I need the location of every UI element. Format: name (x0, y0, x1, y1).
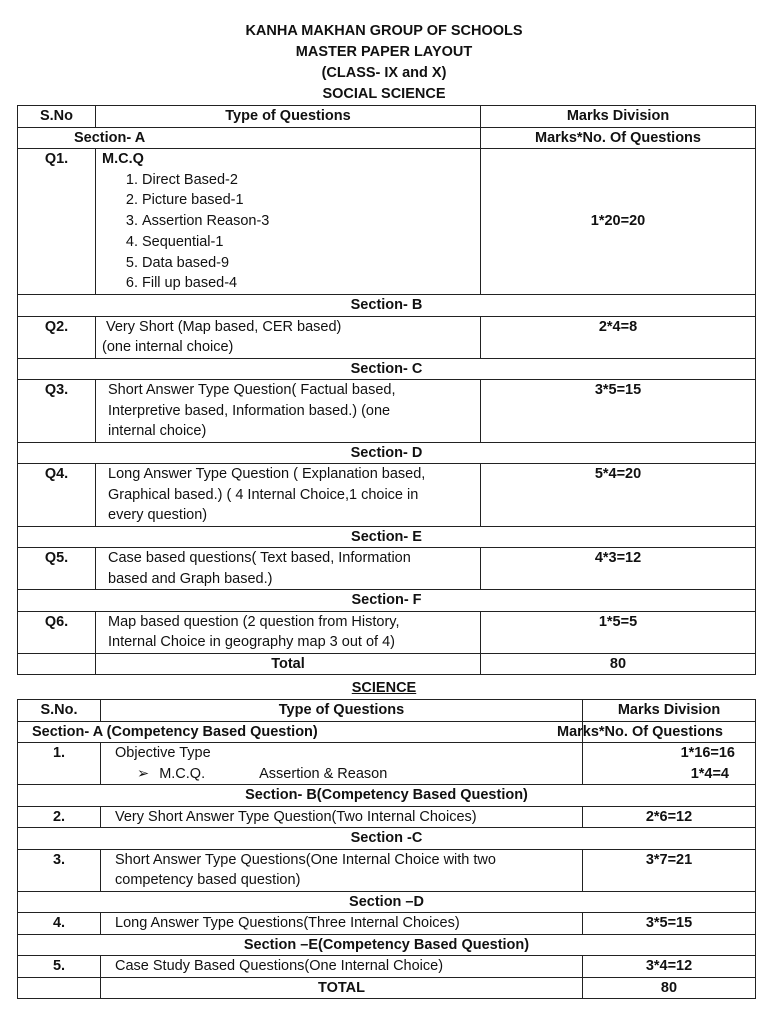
mcq-list (96, 170, 480, 295)
question-number: Q1. (18, 149, 96, 295)
type-header: Type of Questions (101, 700, 583, 722)
question-text-line: based and Graph based.) (108, 570, 273, 587)
marks-header: Marks Division (481, 106, 756, 128)
question-number: 2. (18, 806, 101, 828)
table-header-row (18, 700, 756, 722)
section-d-label: Section- D (18, 442, 756, 464)
section-b-label: Section- B(Competency Based Question) (18, 785, 756, 807)
section-row (18, 785, 756, 807)
section-a-marks-label: Marks*No. Of Questions (481, 127, 756, 149)
table-row (18, 149, 756, 295)
question-type: Very Short Answer Type Question(Two Internal Choices) (101, 806, 583, 828)
list-item: 2. Picture based-1 (142, 190, 480, 211)
question-number: 5. (18, 956, 101, 978)
sno-header: S.No (18, 106, 96, 128)
question-text-line: Short Answer Type Question( Factual based, (108, 382, 396, 399)
sno-header: S.No. (18, 700, 101, 722)
empty-cell (18, 653, 96, 675)
table-row (18, 956, 756, 978)
science-table (17, 699, 756, 999)
question-marks: 2*6=12 (583, 806, 756, 828)
section-a-label: Section- A (Competency Based Question) (18, 721, 583, 743)
total-label: Total (96, 653, 481, 675)
section-row (18, 590, 756, 612)
section-b-label: Section- B (18, 295, 756, 317)
type-header: Type of Questions (96, 106, 481, 128)
question-number: 3. (18, 849, 101, 891)
question-type (96, 380, 481, 443)
list-item: 3. Assertion Reason-3 (142, 211, 480, 232)
question-marks (583, 743, 756, 785)
mcq-title: M.C.Q (102, 151, 144, 167)
mcq-label: M.C.Q. (159, 765, 206, 782)
arrow-bullet-icon: ➢ (137, 765, 150, 782)
question-text-line: Short Answer Type Questions(One Internal Choice with two (115, 851, 496, 868)
section-row (18, 295, 756, 317)
question-marks: 4*3=12 (481, 548, 756, 590)
question-text-line: Objective Type (115, 745, 211, 761)
section-row (18, 828, 756, 850)
marks-line: 1*16=16 (680, 745, 735, 761)
question-number: 4. (18, 913, 101, 935)
section-a-row (18, 127, 756, 149)
question-marks: 2*4=8 (481, 316, 756, 358)
list-item: 4. Sequential-1 (142, 232, 480, 253)
section-c-label: Section -C (18, 828, 756, 850)
table-row (18, 849, 756, 891)
question-text-line: internal choice) (108, 423, 207, 440)
subject-title: SOCIAL SCIENCE (322, 86, 446, 102)
question-text-line: Graphical based.) ( 4 Internal Choice,1 choice in (108, 486, 419, 503)
table-row (18, 464, 756, 527)
social-science-table (17, 105, 756, 675)
table-header-row (18, 106, 756, 128)
mcq-line (115, 764, 582, 785)
section-row (18, 442, 756, 464)
question-marks: 3*7=21 (583, 849, 756, 891)
table-row (18, 743, 756, 785)
question-number: Q2. (18, 316, 96, 358)
section-row (18, 358, 756, 380)
question-text-line: Case based questions( Text based, Information (108, 550, 411, 567)
table-row (18, 611, 756, 653)
table-row (18, 806, 756, 828)
total-label: TOTAL (101, 977, 583, 999)
question-number: Q6. (18, 611, 96, 653)
question-type (96, 149, 481, 295)
question-marks: 1*20=20 (481, 149, 756, 295)
section-a-label: Section- A (18, 127, 481, 149)
question-number: Q5. (18, 548, 96, 590)
section-a-row (18, 721, 756, 743)
assertion-label: Assertion & Reason (259, 765, 388, 782)
question-marks: 3*5=15 (481, 380, 756, 443)
school-name: KANHA MAKHAN GROUP OF SCHOOLS (245, 23, 523, 39)
question-type (96, 316, 481, 358)
total-row (18, 977, 756, 999)
list-item: 5. Data based-9 (142, 253, 480, 274)
question-type (101, 849, 583, 891)
table-row (18, 380, 756, 443)
table-row (18, 548, 756, 590)
question-type: Case Study Based Questions(One Internal Choice) (101, 956, 583, 978)
question-marks: 5*4=20 (481, 464, 756, 527)
layout-title: MASTER PAPER LAYOUT (295, 44, 473, 60)
list-item: 6. Fill up based-4 (142, 273, 480, 294)
question-type (96, 464, 481, 527)
list-item: 1. Direct Based-2 (142, 170, 480, 191)
question-text-line: Very Short (Map based, CER based) (106, 318, 342, 335)
section-e-label: Section –E(Competency Based Question) (18, 934, 756, 956)
question-type: Long Answer Type Questions(Three Internal Choices) (101, 913, 583, 935)
total-value: 80 (481, 653, 756, 675)
total-row (18, 653, 756, 675)
question-text-line: every question) (108, 507, 208, 524)
question-marks: 1*5=5 (481, 611, 756, 653)
document-header (0, 21, 768, 105)
science-title: SCIENCE (351, 680, 417, 696)
question-type (96, 548, 481, 590)
section-f-label: Section- F (18, 590, 756, 612)
empty-cell (18, 977, 101, 999)
section-d-label: Section –D (18, 891, 756, 913)
question-marks: 3*5=15 (583, 913, 756, 935)
question-text-line: Internal Choice in geography map 3 out of 4) (108, 634, 395, 651)
question-text-line: Map based question (2 question from History, (108, 613, 400, 630)
section-c-label: Section- C (18, 358, 756, 380)
section-a-marks-label: Marks*No. Of Questions (583, 721, 756, 743)
marks-header: Marks Division (583, 700, 756, 722)
question-number: 1. (18, 743, 101, 785)
table-row (18, 913, 756, 935)
question-text-line: (one internal choice) (102, 339, 234, 356)
question-text-line: Long Answer Type Question ( Explanation based, (108, 466, 426, 483)
question-type (101, 743, 583, 785)
question-number: Q4. (18, 464, 96, 527)
question-number: Q3. (18, 380, 96, 443)
section-e-label: Section- E (18, 526, 756, 548)
question-text-line: competency based question) (115, 872, 301, 888)
section-row (18, 934, 756, 956)
marks-line: 1*4=4 (690, 765, 729, 782)
table-row (18, 316, 756, 358)
question-type (96, 611, 481, 653)
section-row (18, 526, 756, 548)
section-row (18, 891, 756, 913)
question-marks: 3*4=12 (583, 956, 756, 978)
question-text-line: Interpretive based, Information based.) (one (108, 402, 391, 419)
total-value: 80 (583, 977, 756, 999)
class-label: (CLASS- IX and X) (321, 65, 447, 81)
